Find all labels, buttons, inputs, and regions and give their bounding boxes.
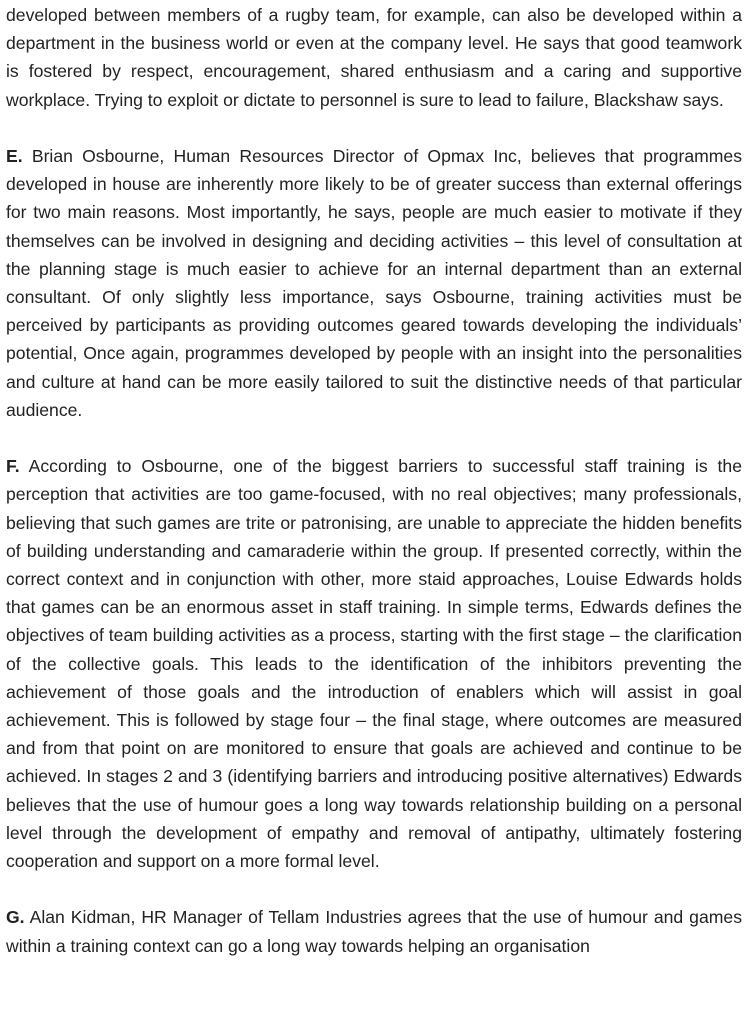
document-page [6,0,742,988]
paragraph-text: Brian Osbourne, Human Resources Director of Opmax Inc, believes that programmes developed in house are inherently more likely to be of greater success than external offerings for two main reasons. Most importantly, he says, people are much easier to motivate if they themselves can be involved in designing and deciding activities – this level of consultation at the planning stage is much easier to achieve for an internal department than an external consultant. Of only slightly less importance, says Osbourne, training activities must be perceived by participants as providing outcomes geared towards developing the individuals’ potential, Once again, programmes developed by people with an insight into the personalities and culture at hand can be more easily tailored to suit the distinctive needs of that particular audience. [6,146,742,420]
paragraph-e [6,142,742,424]
paragraph-g [6,903,742,959]
paragraph-text: developed between members of a rugby team, for example, can also be developed within a department in the business world or even at the company level. He says that good teamwork is fostered by respect, encouragement, shared enthusiasm and a caring and supportive workplace. Trying to exploit or dictate to personnel is sure to lead to failure, Blackshaw says. [6,5,742,110]
paragraph-letter: G. [6,907,25,928]
paragraph-text: Alan Kidman, HR Manager of Tellam Industries agrees that the use of humour and games within a training context can go a long way towards helping an organisation [6,907,742,956]
paragraph-text: According to Osbourne, one of the biggest barriers to successful staff training is the perception that activities are too game-focused, with no real objectives; many professionals, believing that such games are trite or patronising, are unable to appreciate the hidden benefits of building understanding and camaraderie within the group. If presented correctly, within the correct context and in conjunction with other, more staid approaches, Louise Edwards holds that games can be an enormous asset in staff training. In simple terms, Edwards defines the objectives of team building activities as a process, starting with the first stage – the clarification of the collective goals. This leads to the identification of the inhibitors preventing the achievement of those goals and the introduction of enablers which will assist in goal achievement. This is followed by stage four – the final stage, where outcomes are measured and from that point on are monitored to ensure that goals are achieved and continue to be achieved. In stages 2 and 3 (identifying barriers and introducing positive alternatives) Edwards believes that the use of humour goes a long way towards relationship building on a personal level through the development of empathy and removal of antipathy, ultimately fostering cooperation and support on a more formal level. [6,456,742,872]
paragraph-letter: E. [6,146,23,166]
paragraph-f [6,452,742,875]
paragraph-letter: F. [6,456,20,477]
paragraph-continuation [6,1,742,114]
